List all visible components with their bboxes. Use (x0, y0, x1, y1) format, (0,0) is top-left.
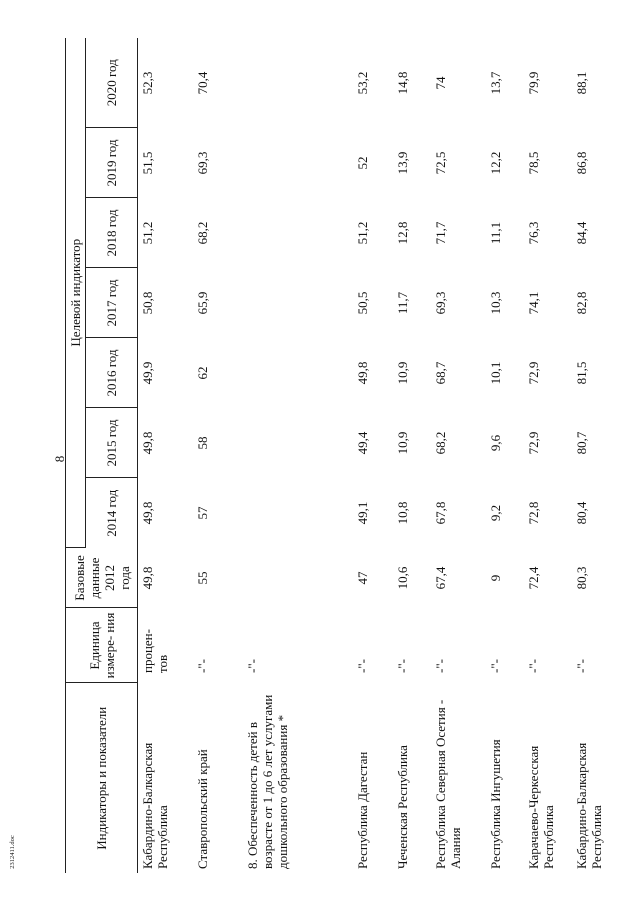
row-value: 10,9 (394, 361, 410, 385)
row-value: 74,1 (525, 291, 541, 315)
row-value: 9,2 (487, 504, 503, 522)
row-value: 51,2 (354, 221, 370, 245)
row-value: 70,4 (194, 71, 210, 95)
row-value: 9,6 (487, 434, 503, 452)
header-target: Целевой индикатор (66, 38, 86, 548)
row-value: 68,2 (432, 431, 448, 455)
row-unit: процен- тов (140, 629, 170, 673)
row-value: 65,9 (194, 291, 210, 315)
row-base: 47 (354, 571, 370, 585)
row-base: 9 (487, 574, 503, 582)
row-indicator: Ставропольский край (194, 749, 210, 869)
row-value (243, 38, 353, 128)
row-value: 82,8 (573, 291, 589, 315)
row-value: 13,7 (487, 71, 503, 95)
row-value: 53,2 (354, 71, 370, 95)
header-year: 2018 год (86, 198, 138, 268)
row-value: 11,7 (394, 291, 410, 315)
row-base: 49,8 (140, 566, 155, 590)
table-row (572, 38, 620, 873)
row-value: 49,4 (354, 431, 370, 455)
row-value: 71,7 (432, 221, 448, 245)
row-value (243, 408, 353, 478)
header-unit: Единица измере- ния (66, 608, 138, 683)
row-value: 10,8 (394, 501, 410, 525)
row-value: 52 (354, 156, 370, 170)
rotated-page (65, 38, 604, 873)
row-value: 79,9 (525, 71, 541, 95)
header-base: Базовые данные 2012 года (66, 548, 138, 608)
row-value: 72,5 (432, 151, 448, 175)
table-row (138, 38, 193, 873)
row-value: 10,1 (487, 361, 503, 385)
page-number: 8 (52, 455, 67, 463)
row-base: 55 (194, 571, 210, 585)
row-value (243, 128, 353, 198)
header-year: 2015 год (86, 408, 138, 478)
indicator-table (65, 38, 620, 873)
row-value: 84,4 (573, 221, 589, 245)
row-indicator: Республика Северная Осетия - Алания (432, 699, 463, 869)
row-value: 11,1 (487, 221, 503, 245)
table-row (431, 38, 486, 873)
row-value: 49,8 (354, 361, 370, 385)
table-row (193, 38, 243, 873)
row-unit: -"- (573, 659, 589, 673)
row-unit: -"- (354, 659, 370, 673)
row-unit: -"- (194, 659, 210, 673)
row-value: 62 (194, 366, 210, 380)
row-value: 52,3 (140, 71, 155, 95)
header-year: 2016 год (86, 338, 138, 408)
row-value: 78,5 (525, 151, 541, 175)
row-unit: -"- (394, 659, 410, 673)
row-indicator: 8. Обеспеченность детей в возрасте от 1 до 6 лет услугами дошкольного образования * (244, 694, 290, 869)
row-value: 67,8 (432, 501, 448, 525)
row-value (243, 338, 353, 408)
row-base: 67,4 (432, 566, 448, 590)
row-indicator: Республика Дагестан (354, 751, 370, 869)
row-value: 49,8 (140, 431, 155, 455)
row-value (243, 268, 353, 338)
row-value: 80,4 (573, 501, 589, 525)
table-row (393, 38, 431, 873)
row-unit: -"- (244, 659, 260, 673)
row-indicator: Карачаево-Черкесская Республика (525, 745, 556, 869)
table-row (486, 38, 524, 873)
row-value: 14,8 (394, 71, 410, 95)
row-value: 69,3 (194, 151, 210, 175)
row-unit: -"- (487, 659, 503, 673)
row-base (243, 548, 353, 608)
row-value: 76,3 (525, 221, 541, 245)
row-value: 80,7 (573, 431, 589, 455)
footer-filename: 2312411.doc (9, 835, 16, 869)
row-base: 80,3 (573, 566, 589, 590)
row-value: 10,3 (487, 291, 503, 315)
row-value: 57 (194, 506, 210, 520)
row-base: 10,6 (394, 566, 410, 590)
header-indicator: Индикаторы и показатели (66, 683, 138, 873)
row-value: 12,8 (394, 221, 410, 245)
row-value (243, 198, 353, 268)
row-value: 13,9 (394, 151, 410, 175)
table-row (243, 38, 353, 873)
row-indicator: Чеченская Республика (394, 745, 410, 869)
row-indicator: Республика Ингушетия (487, 739, 503, 869)
row-indicator: Кабардино-Балкарская Республика (573, 742, 604, 869)
row-value: 88,1 (573, 71, 589, 95)
row-value: 58 (194, 436, 210, 450)
row-value: 50,8 (140, 291, 155, 315)
row-value: 72,9 (525, 431, 541, 455)
header-year: 2014 год (86, 478, 138, 548)
table-row (353, 38, 393, 873)
header-year: 2017 год (86, 268, 138, 338)
row-value: 72,8 (525, 501, 541, 525)
row-base: 72,4 (525, 566, 541, 590)
row-value: 49,8 (140, 501, 155, 525)
table-row (524, 38, 572, 873)
row-value: 49,1 (354, 501, 370, 525)
row-unit: -"- (525, 659, 541, 673)
row-value: 10,9 (394, 431, 410, 455)
row-value: 86,8 (573, 151, 589, 175)
row-value: 72,9 (525, 361, 541, 385)
row-value: 12,2 (487, 151, 503, 175)
row-value: 50,5 (354, 291, 370, 315)
row-value: 51,5 (140, 151, 155, 175)
row-value: 49,9 (140, 361, 155, 385)
row-value: 68,2 (194, 221, 210, 245)
row-value: 74 (432, 76, 448, 90)
row-indicator: Кабардино-Балкарская Республика (140, 742, 170, 869)
header-year: 2019 год (86, 128, 138, 198)
row-value: 81,5 (573, 361, 589, 385)
row-value: 69,3 (432, 291, 448, 315)
row-value: 51,2 (140, 221, 155, 245)
header-year: 2020 год (86, 38, 138, 128)
row-value (243, 478, 353, 548)
row-value: 68,7 (432, 361, 448, 385)
row-unit: -"- (432, 659, 448, 673)
